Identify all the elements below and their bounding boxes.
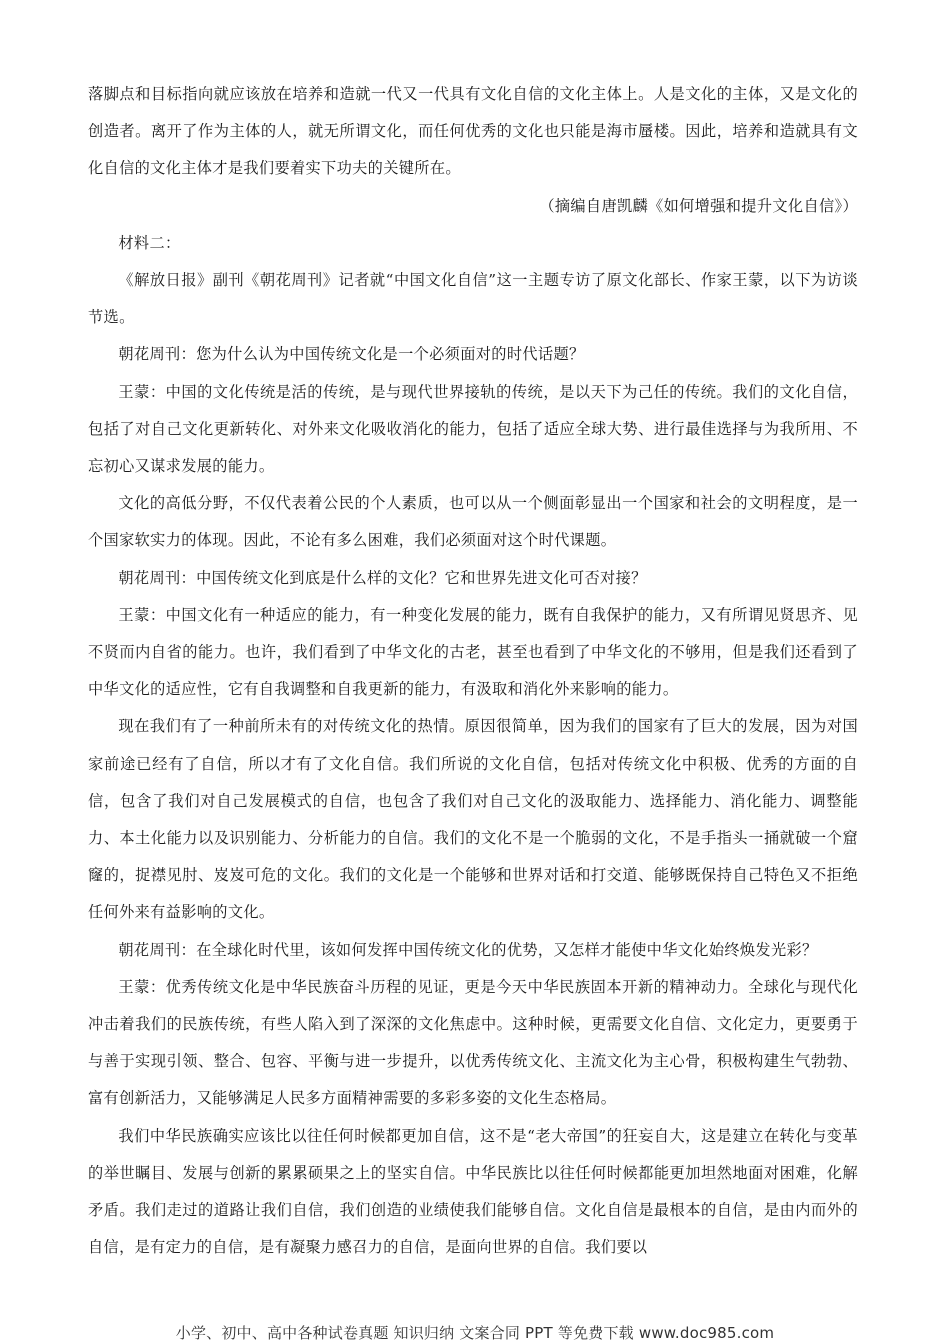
interview-answer-3: 王蒙：优秀传统文化是中华民族奋斗历程的见证，更是今天中华民族固本开新的精神动力。全球化与现代化冲击着我们的民族传统，有些人陷入到了深深的文化焦虑中。这种时候，更需要文化自信、文化定力，更要勇于与善于实现引领、整合、包容、平衡与进一步提升，以优秀传统文化、主流文化为主心骨，积极构建生气勃勃、富有创新活力，又能够满足人民多方面精神需要的多彩多姿的文化生态格局。 xyxy=(88,977,858,1108)
document-body xyxy=(88,76,858,1267)
page-footer-advertisement: 小学、初中、高中各种试卷真题 知识归纳 文案合同 PPT 等免费下载 www.doc985.com xyxy=(175,1324,775,1342)
interview-intro-paragraph: 《解放日报》副刊《朝花周刊》记者就“中国文化自信”这一主题专访了原文化部长、作家王蒙，以下为访谈节选。 xyxy=(88,271,858,327)
interview-question-2: 朝花周刊：中国传统文化到底是什么样的文化？它和世界先进文化可否对接？ xyxy=(118,568,647,587)
interview-answer-1-continued: 文化的高低分野，不仅代表着公民的个人素质，也可以从一个侧面彰显出一个国家和社会的文明程度，是一个国家软实力的体现。因此，不论有多么困难，我们必须面对这个时代课题。 xyxy=(88,494,858,550)
section-heading-material-two: 材料二： xyxy=(118,233,181,252)
interview-answer-3-continued: 我们中华民族确实应该比以往任何时候都更加自信，这不是“老大帝国”的狂妄自大，这是建立在转化与变革的举世瞩目、发展与创新的累累硕果之上的坚实自信。中华民族比以往任何时候都能更加坦然地面对困难，化解矛盾。我们走过的道路让我们自信，我们创造的业绩使我们能够自信。文化自信是最根本的自信，是由内而外的自信，是有定力的自信，是有凝聚力感召力的自信，是面向世界的自信。我们要以 xyxy=(88,1126,858,1257)
interview-answer-1: 王蒙：中国的文化传统是活的传统，是与现代世界接轨的传统，是以天下为己任的传统。我们的文化自信，包括了对自己文化更新转化、对外来文化吸收消化的能力，包括了适应全球大势、进行最佳选择与为我所用、不忘初心又谋求发展的能力。 xyxy=(88,382,858,476)
interview-question-3: 朝花周刊：在全球化时代里，该如何发挥中国传统文化的优势，又怎样才能使中华文化始终焕发光彩？ xyxy=(118,940,818,959)
interview-question-1: 朝花周刊：您为什么认为中国传统文化是一个必须面对的时代话题？ xyxy=(118,345,585,364)
interview-answer-2: 王蒙：中国文化有一种适应的能力，有一种变化发展的能力，既有自我保护的能力，又有所谓见贤思齐、见不贤而内自省的能力。也许，我们看到了中华文化的古老，甚至也看到了中华文化的不够用，但是我们还看到了中华文化的适应性，它有自我调整和自我更新的能力，有汲取和消化外来影响的能力。 xyxy=(88,605,858,699)
source-citation: （摘编自唐凯麟《如何增强和提升文化自信》） xyxy=(539,196,858,215)
interview-answer-2-continued: 现在我们有了一种前所未有的对传统文化的热情。原因很简单，因为我们的国家有了巨大的发展，因为对国家前途已经有了自信，所以才有了文化自信。我们所说的文化自信，包括对传统文化中积极、优秀的方面的自信，包含了我们对自己发展模式的自信，也包含了我们对自己文化的汲取能力、选择能力、消化能力、调整能力、本土化能力以及识别能力、分析能力的自信。我们的文化不是一个脆弱的文化，不是手指头一捅就破一个窟窿的，捉襟见肘、岌岌可危的文化。我们的文化是一个能够和世界对话和打交道、能够既保持自己特色又不拒绝任何外来有益影响的文化。 xyxy=(88,717,858,922)
paragraph-continuation: 落脚点和目标指向就应该放在培养和造就一代又一代具有文化自信的文化主体上。人是文化的主体，又是文化的创造者。离开了作为主体的人，就无所谓文化，而任何优秀的文化也只能是海市蜃楼。因此，培养和造就具有文化自信的文化主体才是我们要着实下功夫的关键所在。 xyxy=(88,85,858,178)
